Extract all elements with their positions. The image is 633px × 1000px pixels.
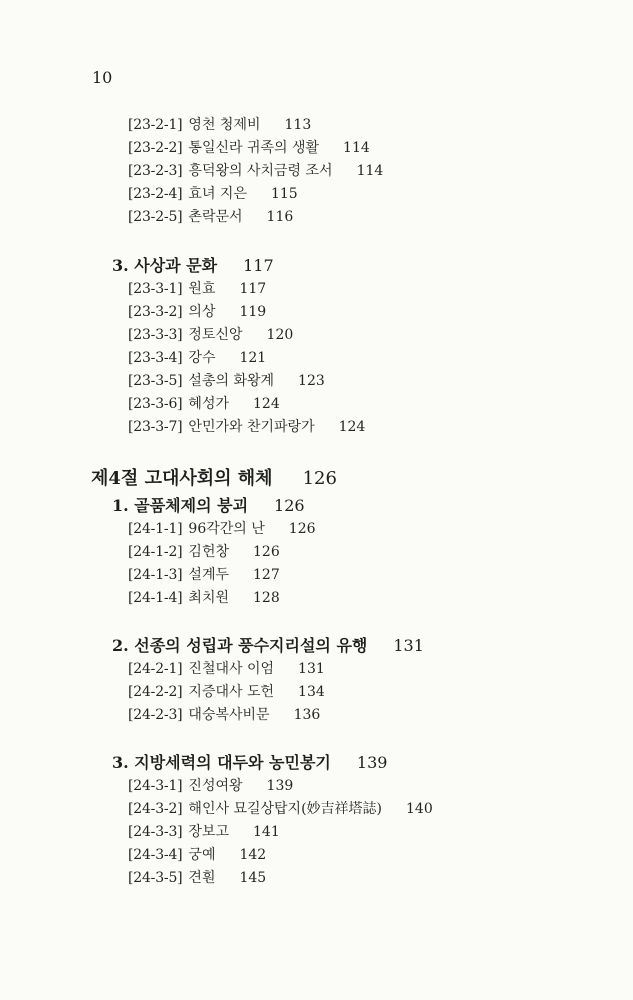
entry-code: [24-1-4] [128,590,183,606]
toc-entry [128,372,325,390]
entry-page: 141 [253,824,280,840]
entry-title: 96각간의 난 [188,521,265,537]
toc-entry [128,543,280,561]
entry-page: 123 [298,373,325,389]
entry-title: 설계두 [188,567,229,583]
entry-title: 혜성가 [188,396,229,412]
entry-title: 촌락문서 [188,209,243,225]
entry-page: 114 [343,140,370,156]
entry-title: 영천 청제비 [188,117,261,133]
toc-entry [128,566,280,584]
entry-page: 116 [266,209,294,225]
entry-code: [24-3-4] [128,847,183,863]
section-heading [112,256,274,276]
entry-page: 117 [239,281,267,297]
entry-code: [24-3-1] [128,778,183,794]
toc-entry [128,326,293,344]
toc-entry [128,303,266,321]
entry-code: [23-2-2] [128,140,183,156]
entry-title: 견훤 [188,870,216,886]
entry-code: [23-2-1] [128,117,183,133]
section-title: 3. 사상과 문화 [112,256,218,275]
entry-page: 126 [253,544,280,560]
toc-entry [128,185,298,203]
entry-title: 설총의 화왕계 [188,373,275,389]
entry-page: 119 [239,304,267,320]
entry-title: 장보고 [188,824,229,840]
entry-title: 지증대사 도헌 [188,684,275,700]
chapter-title: 제4절 고대사회의 해체 [91,468,273,489]
entry-title: 김헌창 [188,544,229,560]
entry-page: 139 [266,778,294,794]
entry-code: [23-2-3] [128,163,183,179]
entry-title: 강수 [188,350,216,366]
entry-title: 최치원 [188,590,229,606]
entry-code: [24-1-3] [128,567,183,583]
entry-page: 127 [253,567,280,583]
entry-code: [23-3-2] [128,304,183,320]
entry-code: [24-2-2] [128,684,183,700]
toc-entry [128,589,280,607]
entry-title: 정토신앙 [188,327,243,343]
section-title: 1. 골품체제의 붕괴 [112,496,249,515]
entry-title: 대숭복사비문 [188,707,270,723]
entry-title: 궁예 [188,847,216,863]
entry-page: 120 [266,327,294,343]
section-title: 3. 지방세력의 대두와 농민봉기 [112,753,331,772]
entry-code: [23-3-1] [128,281,183,297]
entry-page: 136 [293,707,321,723]
toc-entry [128,418,365,436]
section-page: 139 [356,753,388,772]
entry-title: 흥덕왕의 사치금령 조서 [188,163,333,179]
entry-code: [23-3-6] [128,396,183,412]
entry-page: 145 [239,870,267,886]
entry-code: [23-2-4] [128,186,183,202]
entry-title: 의상 [188,304,216,320]
toc-entry [128,162,383,180]
entry-code: [23-3-4] [128,350,183,366]
toc-entry [128,706,320,724]
toc-entry [128,116,311,134]
entry-code: [24-3-2] [128,801,183,817]
entry-title: 통일신라 귀족의 생활 [188,140,320,156]
toc-entry [128,823,280,841]
entry-code: [23-3-5] [128,373,183,389]
entry-page: 134 [298,684,325,700]
toc-entry [128,777,293,795]
toc-entry [128,869,266,887]
chapter-heading [91,468,337,490]
entry-page: 142 [239,847,267,863]
entry-page: 113 [284,117,312,133]
toc-entry [128,395,280,413]
toc-entry [128,208,293,226]
section-page: 126 [274,496,305,515]
entry-page: 124 [338,419,366,435]
entry-title: 원효 [188,281,216,297]
entry-code: [24-3-3] [128,824,183,840]
toc-entry [128,520,316,538]
entry-code: [24-1-1] [128,521,183,537]
entry-title: 진성여왕 [188,778,243,794]
entry-code: [23-3-7] [128,419,183,435]
entry-page: 121 [239,350,267,366]
entry-code: [24-1-2] [128,544,183,560]
section-heading [112,753,387,773]
entry-page: 140 [406,801,433,817]
toc-entry [128,660,325,678]
entry-page: 131 [298,661,325,677]
entry-code: [23-3-3] [128,327,183,343]
entry-page: 124 [253,396,280,412]
entry-page: 114 [356,163,384,179]
section-heading [112,636,424,656]
entry-title: 진철대사 이엄 [188,661,275,677]
entry-title: 효녀 지은 [188,186,247,202]
entry-code: [24-3-5] [128,870,183,886]
entry-page: 115 [270,186,298,202]
chapter-page: 126 [302,468,337,489]
section-title: 2. 선종의 성립과 풍수지리설의 유행 [112,636,368,655]
toc-entry [128,280,266,298]
entry-title: 해인사 묘길상탑지(妙吉祥塔誌) [188,801,382,817]
toc-entry [128,349,266,367]
entry-code: [24-2-3] [128,707,183,723]
entry-code: [23-2-5] [128,209,183,225]
toc-entry [128,800,433,818]
toc-entry [128,139,370,157]
entry-title: 안민가와 찬기파랑가 [188,419,315,435]
page-number: 10 [92,68,113,87]
toc-entry [128,846,266,864]
toc-entry [128,683,325,701]
section-page: 117 [243,256,274,275]
entry-page: 126 [288,521,316,537]
entry-code: [24-2-1] [128,661,183,677]
entry-page: 128 [253,590,280,606]
section-page: 131 [393,636,424,655]
section-heading [112,496,305,516]
